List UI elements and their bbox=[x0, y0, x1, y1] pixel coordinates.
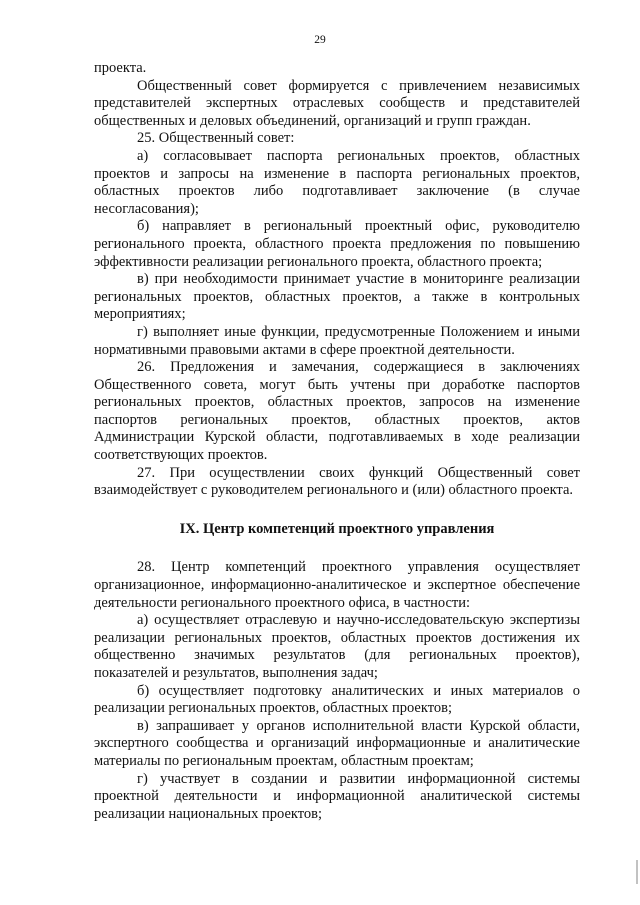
paragraph: 26. Предложения и замечания, содержащиеся в заключениях Общественного совета, могут быть учтены при доработке паспортов региональных проектов, областных проектов, запросов на изменение паспортов региональных проектов, областных проектов, актов Администрации Курской области, подготавливаемых в ходе реализации соответствующих проектов. bbox=[94, 359, 580, 464]
page-number: 29 bbox=[314, 34, 326, 46]
paragraph: в) запрашивает у органов исполнительной власти Курской области, экспертного сообщества и организаций информационные и аналитические материалы по региональным проектам, областным проектам; bbox=[94, 717, 580, 769]
paragraph: проекта. bbox=[94, 60, 147, 76]
paragraph: 25. Общественный совет: bbox=[137, 130, 295, 147]
paragraph: б) направляет в региональный проектный офис, руководителю регионального проекта, областного проекта предложения по повышению эффективности реализации регионального проекта, областного проекта; bbox=[94, 218, 580, 270]
paragraph: а) осуществляет отраслевую и научно-исследовательскую экспертизы реализации региональных проектов, областных проектов достижения их общественно значимых результатов (для региональных проектов), показателей и результатов, выполнения задач; bbox=[94, 612, 580, 681]
paragraph: а) согласовывает паспорта региональных проектов, областных проектов и запросы на изменение в паспорта региональных проектов, областных проектов либо подготавливает заключение (в случае несогласования); bbox=[94, 147, 580, 217]
paragraph: 28. Центр компетенций проектного управления осуществляет организационное, информационно-аналитическое и экспертное обеспечение деятельности регионального проектного офиса, в частности: bbox=[94, 559, 580, 611]
paragraph: б) осуществляет подготовку аналитических и иных материалов о реализации региональных проектов, областных проектов; bbox=[94, 682, 580, 717]
section-heading: IX. Центр компетенций проектного управления bbox=[179, 520, 495, 537]
section-before-heading bbox=[94, 60, 580, 500]
paragraph: г) участвует в создании и развитии информационной системы проектной деятельности и информационной аналитической системы реализации национальных проектов; bbox=[94, 770, 580, 822]
document-body bbox=[94, 60, 580, 823]
heading-spacer bbox=[94, 538, 580, 559]
paragraph: г) выполняет иные функции, предусмотренные Положением и иными нормативными правовыми актами в сфере проектной деятельности. bbox=[94, 323, 580, 358]
section-after-heading bbox=[94, 559, 580, 823]
paragraph: 27. При осуществлении своих функций Общественный совет взаимодействует с руководителем регионального и (или) областного проекта. bbox=[94, 464, 580, 499]
paragraph: в) при необходимости принимает участие в мониторинге реализации региональных проектов, областных проектов, а также в контрольных мероприятиях; bbox=[94, 271, 580, 323]
paragraph: Общественный совет формируется с привлечением независимых представителей экспертных отраслевых сообществ и представителей общественных и деловых объединений, организаций и групп граждан. bbox=[94, 77, 580, 129]
scan-edge-mark bbox=[636, 860, 638, 884]
